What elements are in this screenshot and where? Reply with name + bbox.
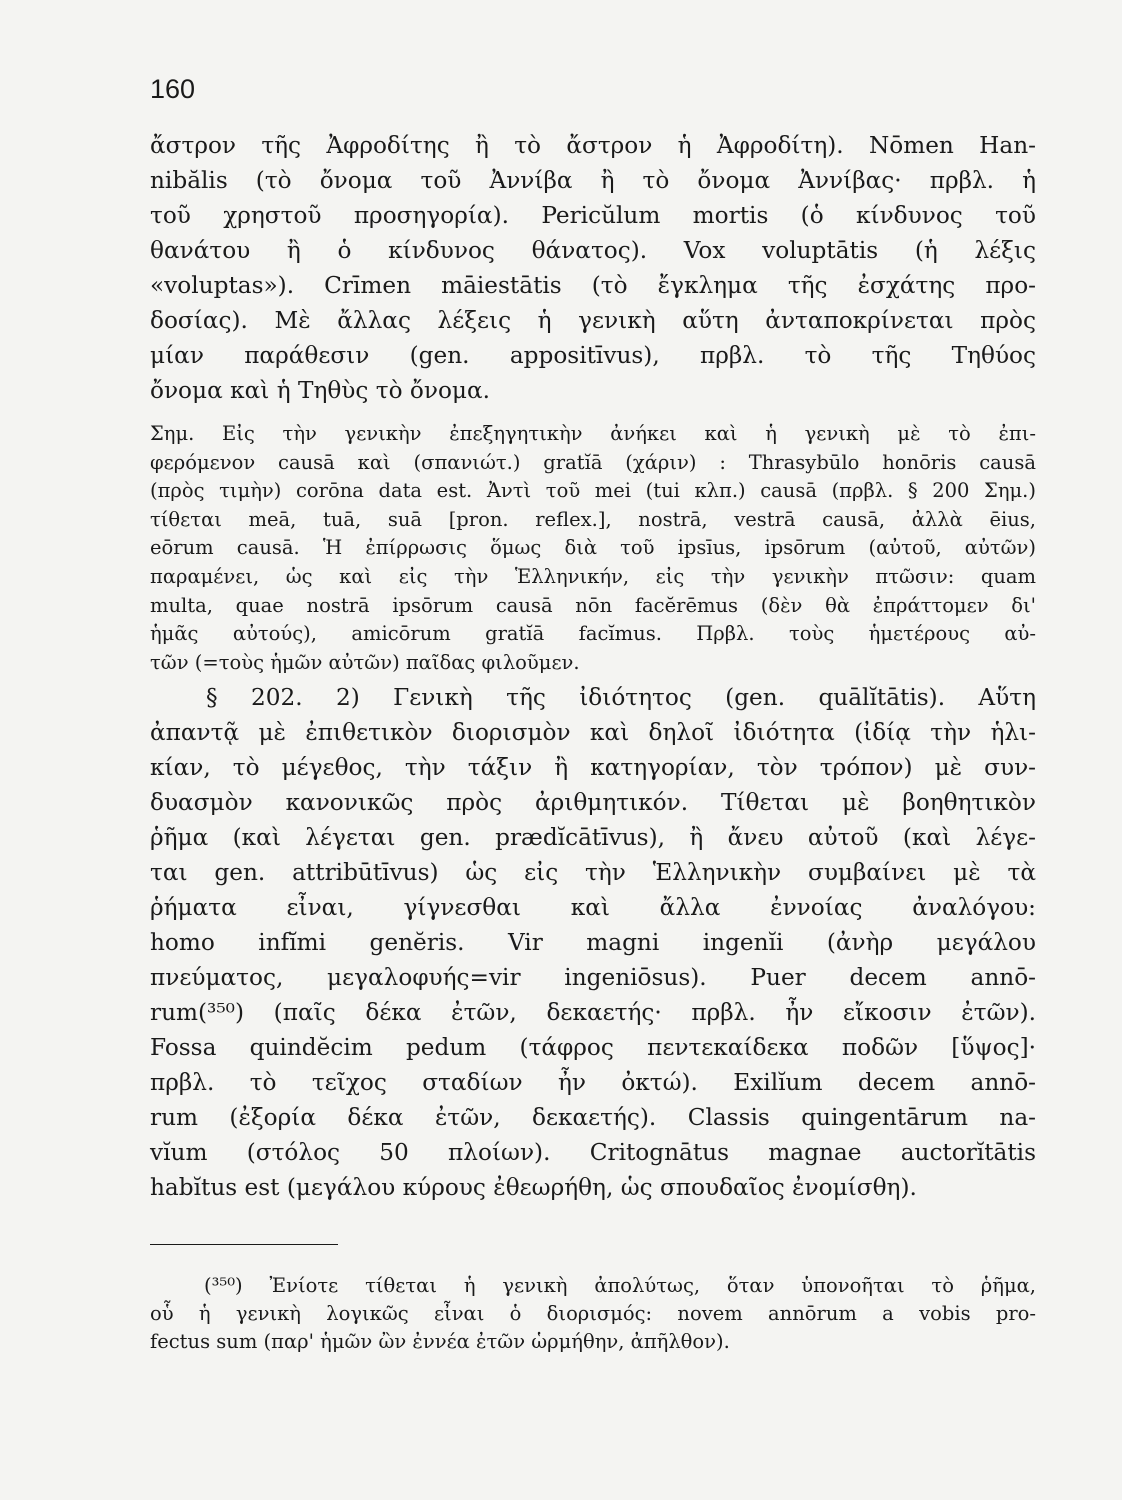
note-line: eōrum causā. Ἡ ἐπίρρωσις ὅμως διὰ τοῦ ipsīus, ipsōrum (αὐτοῦ, αὐτῶν): [150, 536, 1036, 560]
footnote-line: (³⁵⁰) Ἐνίοτε τίθεται ἡ γενικὴ ἀπολύτως, ὅταν ὑπονοῆται τὸ ῥῆμα,: [204, 1274, 1036, 1297]
page-number: 160: [150, 74, 196, 104]
section-line: κίαν, τὸ μέγεθος, τὴν τάξιν ἢ κατηγορίαν, τὸν τρόπον) μὲ συν-: [150, 754, 1036, 781]
section-line: πνεύματος, μεγαλοφυής=vir ingeniōsus). Puer decem annō-: [150, 964, 1036, 991]
section-line: δυασμὸν κανονικῶς πρὸς ἀριθμητικόν. Τίθεται μὲ βοηθητικὸν: [150, 789, 1036, 816]
text-line: nibălis (τὸ ὄνομα τοῦ Ἀννίβα ἢ τὸ ὄνομα Ἀννίβας· πρβλ. ἡ: [150, 167, 1036, 194]
note-line: Σημ. Εἰς τὴν γενικὴν ἐπεξηγητικὴν ἀνήκει καὶ ἡ γενικὴ μὲ τὸ ἐπι-: [150, 422, 1036, 445]
section-line: πρβλ. τὸ τεῖχος σταδίων ἦν ὀκτώ). Exilĭum decem annō-: [150, 1069, 1036, 1096]
text-line: ὄνομα καὶ ἡ Τηθὺς τὸ ὄνομα.: [150, 377, 491, 404]
footnote-350: [150, 1272, 1036, 1356]
section-line: ται gen. attribūtīvus) ὡς εἰς τὴν Ἑλληνικὴν συμβαίνει μὲ τὰ: [150, 859, 1036, 886]
note-line: ἡμᾶς αὐτούς), amicōrum gratĭā facĭmus. Πρβλ. τοὺς ἡμετέρους αὐ-: [150, 622, 1036, 646]
section-line: habĭtus est (μεγάλου κύρους ἐθεωρήθη, ὡς σπουδαῖος ἐνομίσθη).: [150, 1174, 917, 1201]
section-line: Fossa quindĕcim pedum (τάφρος πεντεκαίδεκα ποδῶν [ὕψος]·: [150, 1034, 1036, 1061]
section-202: [150, 680, 1036, 1205]
text-line: τοῦ χρηστοῦ προσηγορία). Pericŭlum mortis (ὁ κίνδυνος τοῦ: [150, 202, 1036, 229]
section-line: ἀπαντᾷ μὲ ἐπιθετικὸν διορισμὸν καὶ δηλοῖ ἰδιότητα (ἰδίᾳ τὴν ἡλι-: [150, 719, 1036, 746]
section-line: ῥήματα εἶναι, γίγνεσθαι καὶ ἄλλα ἐννοίας ἀναλόγου:: [150, 894, 1036, 921]
note-block: [150, 420, 1036, 677]
footnote-line: fectus sum (παρ' ἡμῶν ὢν ἐννέα ἐτῶν ὡρμήθην, ἀπῆλθον).: [150, 1330, 730, 1353]
note-line: τῶν (=τοὺς ἡμῶν αὐτῶν) παῖδας φιλοῦμεν.: [150, 650, 580, 674]
footnote-divider: [150, 1244, 338, 1245]
note-line: multa, quae nostrā ipsōrum causā nōn facĕrēmus (δὲν θὰ ἐπράττομεν δι': [150, 593, 1036, 617]
text-line: ἄστρον τῆς Ἀφροδίτης ἢ τὸ ἄστρον ἡ Ἀφροδίτη). Nōmen Han-: [150, 132, 1036, 159]
note-line: παραμένει, ὡς καὶ εἰς τὴν Ἑλληνικήν, εἰς τὴν γενικὴν πτῶσιν: quam: [150, 564, 1036, 588]
section-line: vĭum (στόλος 50 πλοίων). Critognātus magnae auctorĭtātis: [150, 1139, 1036, 1166]
section-line: rum (ἐξορία δέκα ἐτῶν, δεκαετής). Classis quingentārum na-: [150, 1104, 1036, 1131]
note-line: (πρὸς τιμὴν) corōna data est. Ἀντὶ τοῦ mei (tui κλπ.) causā (πρβλ. § 200 Σημ.): [150, 479, 1036, 503]
section-line: ῥῆμα (καὶ λέγεται gen. prædĭcātīvus), ἢ ἄνευ αὐτοῦ (καὶ λέγε-: [150, 824, 1036, 851]
text-line: δοσίας). Μὲ ἄλλας λέξεις ἡ γενικὴ αὕτη ἀνταποκρίνεται πρὸς: [150, 307, 1036, 334]
section-line: rum(³⁵⁰) (παῖς δέκα ἐτῶν, δεκαετής· πρβλ. ἦν εἴκοσιν ἐτῶν).: [150, 999, 1036, 1026]
note-line: τίθεται meā, tuā, suā [pron. reflex.], nostrā, vestrā causā, ἀλλὰ ēius,: [150, 507, 1036, 531]
note-line: φερόμενον causā καὶ (σπανιώτ.) gratĭā (χάριν) : Thrasybūlo honōris causā: [150, 450, 1036, 474]
section-line: § 202. 2) Γενικὴ τῆς ἰδιότητος (gen. quālĭtātis). Αὕτη: [206, 684, 1036, 711]
text-line: μίαν παράθεσιν (gen. appositīvus), πρβλ. τὸ τῆς Τηθύος: [150, 342, 1036, 369]
paragraph-genitive-apposition: [150, 128, 1036, 408]
text-line: θανάτου ἢ ὁ κίνδυνος θάνατος). Vox voluptātis (ἡ λέξις: [150, 237, 1036, 264]
footnote-line: οὗ ἡ γενικὴ λογικῶς εἶναι ὁ διορισμός: novem annōrum a vobis pro-: [150, 1302, 1036, 1325]
section-line: homo infĭmi genĕris. Vir magni ingenĭi (ἀνὴρ μεγάλου: [150, 929, 1036, 956]
text-line: «voluptas»). Crīmen māiestātis (τὸ ἔγκλημα τῆς ἐσχάτης προ-: [150, 272, 1036, 299]
